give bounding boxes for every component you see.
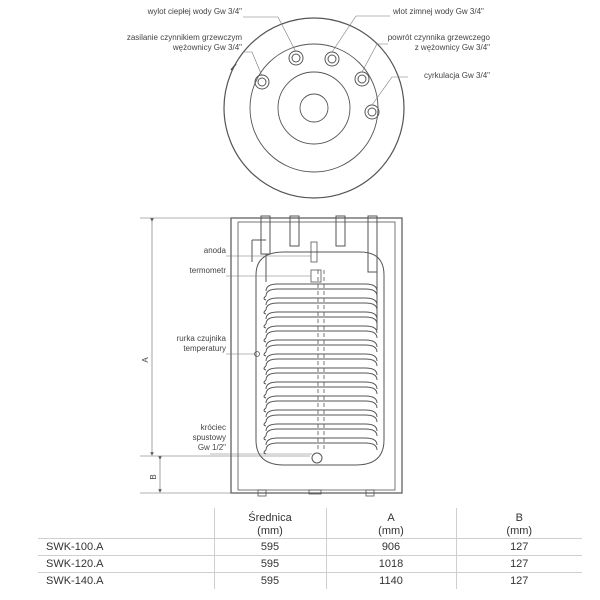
coil-turn bbox=[266, 331, 377, 338]
label-cold-inlet: wlot zimnej wody Gw 3/4" bbox=[393, 7, 484, 16]
coil-turn bbox=[266, 345, 377, 352]
coil-turn bbox=[266, 368, 377, 375]
coil-bend bbox=[264, 296, 266, 300]
top-view bbox=[224, 16, 408, 198]
table-header-row bbox=[38, 508, 582, 539]
cell-model: SWK-140.A bbox=[38, 573, 214, 590]
coil-turn bbox=[266, 387, 377, 394]
label-thermometer: termometr bbox=[189, 266, 226, 275]
cell-diameter: 595 bbox=[214, 573, 326, 590]
heating-coil bbox=[264, 284, 377, 454]
coil-turn bbox=[266, 424, 377, 431]
header-b: B (mm) bbox=[456, 508, 582, 539]
coil-turn bbox=[266, 317, 377, 324]
table-row bbox=[38, 573, 582, 590]
inner-casing-circle bbox=[250, 44, 378, 172]
outer-casing bbox=[231, 218, 402, 493]
cell-b: 127 bbox=[456, 539, 582, 556]
label-drain-3: Gw 1/2" bbox=[197, 443, 226, 452]
coil-turn bbox=[266, 312, 377, 319]
label-coil-return-1: powrót czynnika grzewczego bbox=[387, 33, 490, 42]
leader-coil-return bbox=[362, 44, 388, 72]
label-circulation: cyrkulacja Gw 3/4" bbox=[424, 71, 490, 80]
table-row bbox=[38, 556, 582, 573]
thermometer-well bbox=[311, 270, 321, 282]
sensor-port bbox=[255, 352, 260, 357]
coil-bend bbox=[264, 324, 266, 328]
coil-turn bbox=[266, 359, 377, 366]
cell-b: 127 bbox=[456, 556, 582, 573]
port-coil-supply bbox=[255, 75, 269, 89]
coil-turn bbox=[266, 289, 377, 296]
top-connections bbox=[252, 216, 377, 272]
coil-bend bbox=[264, 380, 266, 384]
label-sensor-2: temperatury bbox=[183, 344, 226, 353]
label-drain-2: spustowy bbox=[192, 433, 226, 442]
coil-turn bbox=[266, 340, 377, 347]
coil-turn bbox=[266, 298, 377, 305]
cell-a: 906 bbox=[326, 539, 456, 556]
dimensions-table bbox=[38, 508, 582, 589]
drain-port bbox=[312, 453, 322, 463]
header-a: A (mm) bbox=[326, 508, 456, 539]
coil-bend bbox=[264, 366, 266, 370]
cell-a: 1140 bbox=[326, 573, 456, 590]
coil-bend bbox=[264, 450, 266, 454]
outer-casing-circle bbox=[224, 18, 404, 198]
port-hot-outlet bbox=[289, 51, 303, 65]
coil-turn bbox=[266, 429, 377, 436]
cell-model: SWK-120.A bbox=[38, 556, 214, 573]
flange-circle bbox=[278, 72, 350, 144]
label-coil-supply-1: zasilanie czynnikiem grzewczym bbox=[126, 33, 242, 42]
dimension-a-label: A bbox=[141, 357, 150, 363]
coil-turn bbox=[266, 382, 377, 389]
coil-bend bbox=[264, 310, 266, 314]
coil-turn bbox=[266, 284, 377, 291]
coil-turn bbox=[266, 415, 377, 422]
coil-turn bbox=[266, 354, 377, 361]
header-diameter: Średnica (mm) bbox=[214, 508, 326, 539]
coil-turn bbox=[266, 303, 377, 310]
coil-turn bbox=[266, 373, 377, 380]
coil-bend bbox=[264, 352, 266, 356]
coil-turn bbox=[266, 396, 377, 403]
leader-cold-inlet bbox=[332, 16, 390, 52]
port-coil-return bbox=[355, 72, 369, 86]
coil-bend bbox=[264, 408, 266, 412]
label-hot-outlet: wylot ciepłej wody Gw 3/4" bbox=[147, 7, 242, 16]
port-circulation bbox=[365, 105, 379, 119]
leader-coil-supply bbox=[243, 52, 262, 76]
header-model bbox=[38, 508, 214, 539]
port-cold-inlet bbox=[325, 52, 339, 66]
coil-bend bbox=[264, 394, 266, 398]
cell-model: SWK-100.A bbox=[38, 539, 214, 556]
coil-turn bbox=[266, 438, 377, 445]
cell-diameter: 595 bbox=[214, 556, 326, 573]
label-coil-return-2: z wężownicy Gw 3/4" bbox=[414, 43, 490, 52]
label-coil-supply-2: wężownicy Gw 3/4" bbox=[172, 43, 242, 52]
cell-b: 127 bbox=[456, 573, 582, 590]
table-row bbox=[38, 539, 582, 556]
coil-turn bbox=[266, 410, 377, 417]
flange-inner-circle bbox=[300, 94, 328, 122]
coil-turn bbox=[266, 443, 377, 450]
coil-turn bbox=[266, 401, 377, 408]
label-anode: anoda bbox=[203, 246, 226, 255]
coil-turn bbox=[266, 326, 377, 333]
coil-bend bbox=[264, 338, 266, 342]
dimension-b-label: B bbox=[149, 474, 158, 480]
label-sensor-1: rurka czujnika bbox=[176, 334, 226, 343]
cell-diameter: 595 bbox=[214, 539, 326, 556]
coil-bend bbox=[264, 422, 266, 426]
label-drain-1: króciec bbox=[200, 423, 226, 432]
cell-a: 1018 bbox=[326, 556, 456, 573]
coil-bend bbox=[264, 436, 266, 440]
